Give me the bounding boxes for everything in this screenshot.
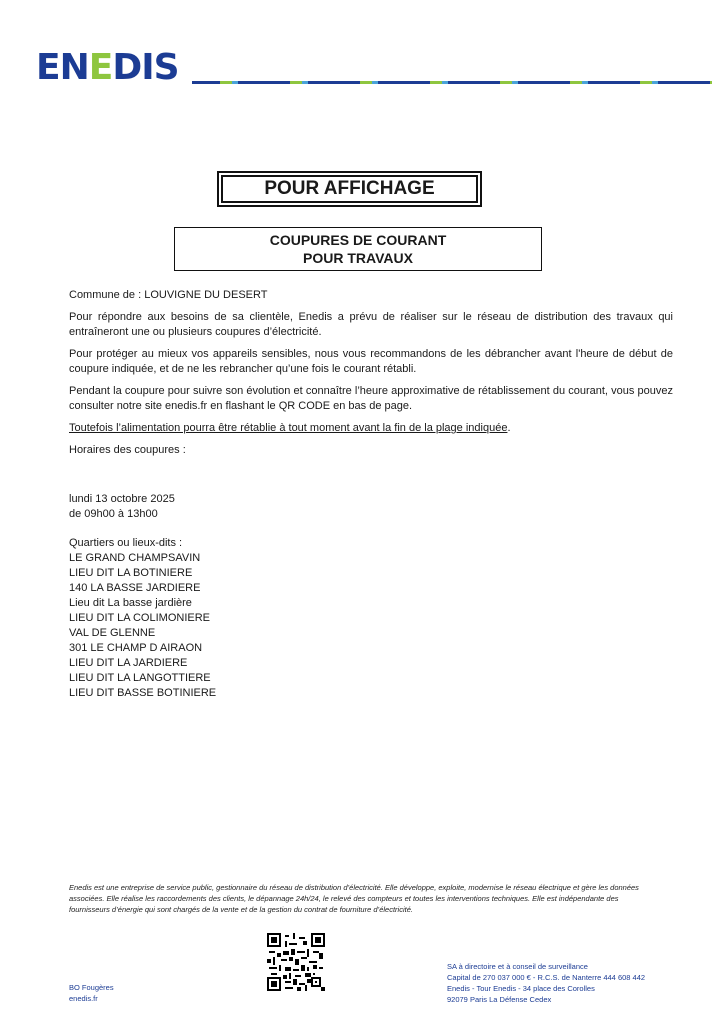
paragraph-1: Pour répondre aux besoins de sa clientèle, Enedis a prévu de réaliser sur le réseau de distribution des travaux qui entraîneront une ou plusieurs coupures d’électricité.: [69, 311, 673, 338]
legal-line-1: SA à directoire et à conseil de surveillance: [447, 962, 588, 971]
qr-code[interactable]: [267, 933, 325, 991]
subtitle-line-1: COUPURES DE COURANT: [269, 232, 447, 248]
list-item: 301 LE CHAMP D AIRAON: [69, 642, 203, 654]
outage-date: lundi 13 octobre 2025: [69, 493, 175, 505]
list-item: Lieu dit La basse jardière: [69, 597, 192, 609]
address-line-1: Enedis - Tour Enedis - 34 place des Corolles: [447, 984, 595, 993]
address-line-2: 92079 Paris La Défense Cedex: [447, 995, 552, 1004]
restore-warning-end: .: [507, 422, 511, 434]
list-item: LIEU DIT BASSE BOTINIERE: [69, 687, 217, 699]
places-list: [69, 536, 673, 701]
restore-warning: Toutefois l’alimentation pourra être rétablie à tout moment avant la fin de la plage indiquée: [69, 422, 508, 434]
commune: Commune de : LOUVIGNE DU DESERT: [69, 289, 268, 301]
list-item: LIEU DIT LA JARDIERE: [69, 657, 188, 669]
header-divider: [192, 81, 712, 84]
outage-time: de 09h00 à 13h00: [69, 508, 158, 520]
list-item: LIEU DIT LA BOTINIERE: [69, 567, 193, 579]
footer-address: [447, 961, 645, 1005]
list-item: LIEU DIT LA COLIMONIERE: [69, 612, 211, 624]
enedis-logo: EN E DIS: [36, 47, 179, 88]
notice-body: [69, 288, 673, 701]
subtitle-line-2: POUR TRAVAUX: [303, 250, 413, 266]
list-item: VAL DE GLENNE: [69, 627, 156, 639]
page-title: POUR AFFICHAGE: [264, 178, 435, 199]
hours-label: Horaires des coupures :: [69, 444, 186, 456]
paragraph-2: Pour protéger au mieux vos appareils sensibles, nous vous recommandons de les débrancher avant l'heure de début de coupure indiquée, et de ne les rebrancher qu’une fois le courant rétabli.: [69, 348, 673, 375]
agency-name: BO Fougères: [69, 983, 114, 992]
list-item: LIEU DIT LA LANGOTTIERE: [69, 672, 211, 684]
title-box: [217, 171, 482, 207]
places-label: Quartiers ou lieux-dits :: [69, 537, 183, 549]
list-item: 140 LA BASSE JARDIERE: [69, 582, 201, 594]
footer-left: [69, 982, 114, 1004]
paragraph-3: Pendant la coupure pour suivre son évolution et connaître l’heure approximative de rétablissement du courant, vous pouvez consulter notre site enedis.fr en flashant le QR CODE en bas de page.: [69, 385, 673, 412]
paragraph-4: [69, 421, 673, 436]
list-item: LE GRAND CHAMPSAVIN: [69, 552, 201, 564]
footer-disclaimer: Enedis est une entreprise de service public, gestionnaire du réseau de distribution d’électricité. Elle développe, exploite, modernise le réseau électrique et gère les données associées. Elle réalise les raccordements des clients, le dépannage 24h/24, le relevé des compteurs et toutes les interventions techniques. Elle est indépendante des fournisseurs d’énergie qui sont chargés de la vente et de la gestion du contrat de fourniture d’électricité.: [69, 883, 639, 914]
subtitle-box: [174, 227, 542, 271]
legal-line-2: Capital de 270 037 000 € - R.C.S. de Nanterre 444 608 442: [447, 973, 646, 982]
website-link[interactable]: enedis.fr: [69, 994, 98, 1003]
schedule: [69, 492, 673, 522]
